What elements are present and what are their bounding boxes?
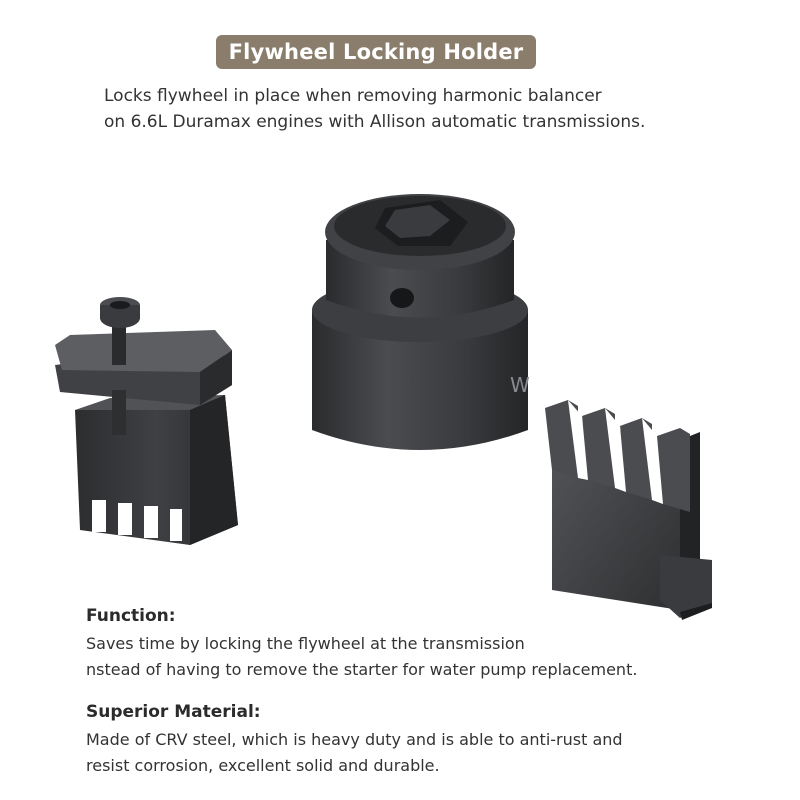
drive-socket [312, 194, 530, 450]
function-line-1: Saves time by locking the flywheel at the transmission [86, 634, 525, 653]
material-text [86, 727, 766, 779]
page-title-text: Flywheel Locking Holder [228, 40, 524, 64]
function-heading: Function: [86, 606, 176, 626]
function-section [86, 604, 766, 683]
material-heading: Superior Material: [86, 702, 261, 722]
description-line-1: Locks flywheel in place when removing harmonic balancer [104, 86, 602, 106]
product-description [104, 83, 744, 135]
material-line-1: Made of CRV steel, which is heavy duty and is able to anti-rust and [86, 730, 623, 749]
material-section [86, 700, 766, 779]
toothed-locking-plate [545, 400, 712, 620]
page-title [216, 35, 536, 69]
material-line-2: resist corrosion, excellent solid and durable. [86, 756, 440, 775]
function-line-2: nstead of having to remove the starter for water pump replacement. [86, 660, 638, 679]
product-photo [0, 160, 800, 620]
function-text [86, 631, 766, 683]
socket-marking: W [510, 373, 530, 397]
description-line-2: on 6.6L Duramax engines with Allison automatic transmissions. [104, 112, 646, 132]
flywheel-clamp-tool [55, 297, 238, 545]
